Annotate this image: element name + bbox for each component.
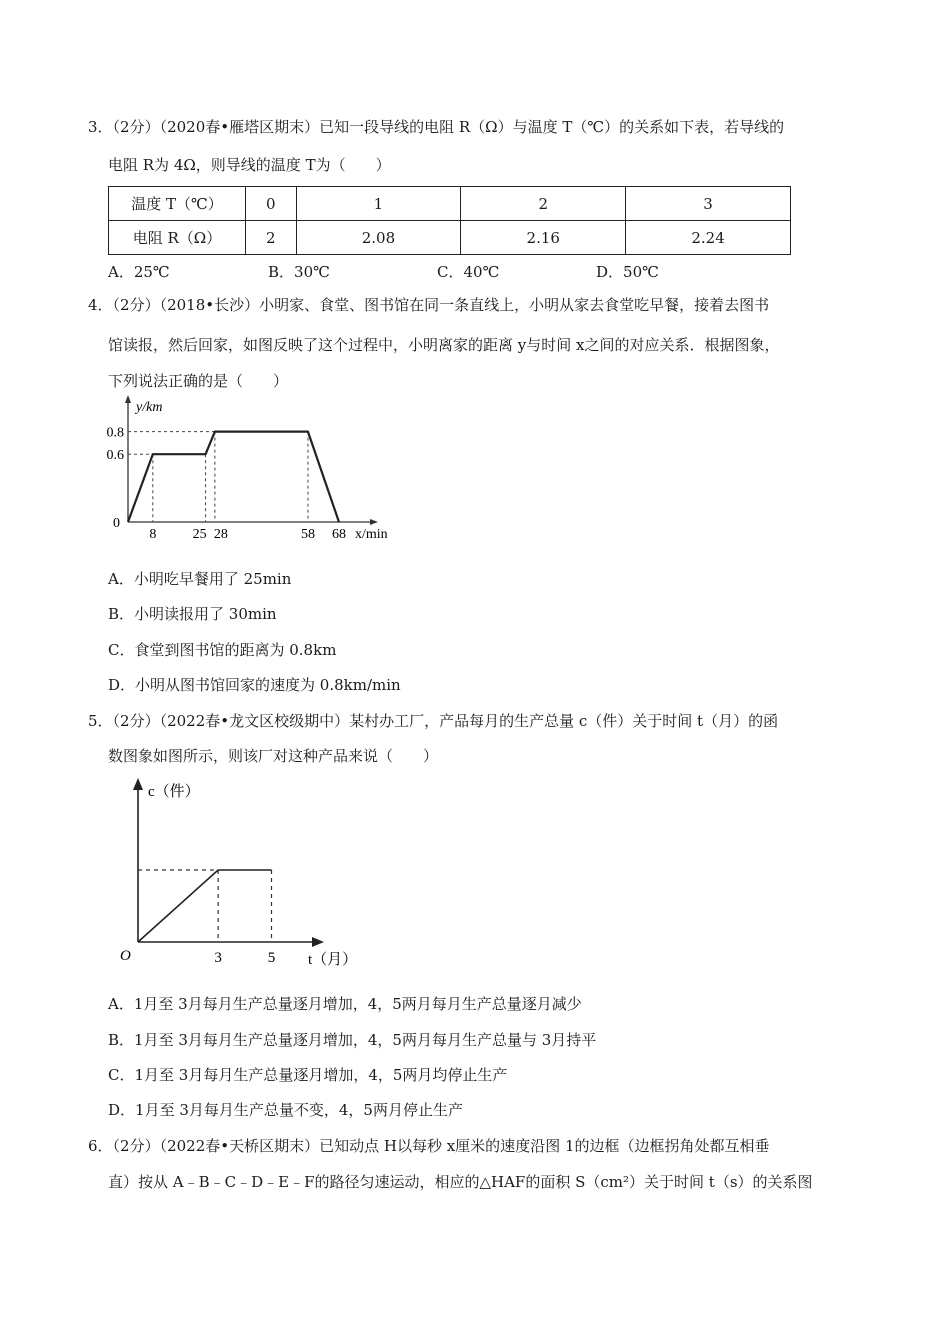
y-tick-label: 0.8 xyxy=(106,425,124,441)
table-row xyxy=(109,221,791,255)
q4-option-d[interactable]: D．小明从图书馆回家的速度为 0.8km/min xyxy=(108,676,401,694)
x-tick-label: 28 xyxy=(213,527,228,542)
y-axis-arrow xyxy=(133,778,143,790)
table-head-resistance: 电阻 R（Ω） xyxy=(109,221,246,255)
series-rising-segment xyxy=(138,870,218,942)
q6-stem-line1: 6．（2分）（2022春•天桥区期末）已知动点 H以每秒 x厘米的速度沿图 1的边框（边框拐角处都互相垂 xyxy=(88,1137,770,1155)
series-line xyxy=(128,432,339,522)
x-tick-label: 3 xyxy=(214,950,222,966)
q5-stem-line2: 数图象如图所示，则该厂对这种产品来说（ ） xyxy=(108,747,439,765)
q5-option-b[interactable]: B．1月至 3月每月生产总量逐月增加，4，5两月每月生产总量与 3月持平 xyxy=(108,1031,597,1049)
origin-label: O xyxy=(120,948,131,964)
q4-stem-line2: 馆读报，然后回家，如图反映了这个过程中，小明离家的距离 y与时间 x之间的对应关系．根据图象， xyxy=(108,336,780,354)
x-axis-arrow xyxy=(370,519,378,525)
q3-option-a[interactable]: A．25℃ xyxy=(108,263,170,281)
q3-stem-line1: 3．（2分）（2020春•雁塔区期末）已知一段导线的电阻 R（Ω）与温度 T（℃）的关系如下表，若导线的 xyxy=(88,118,785,136)
table-cell: 2.16 xyxy=(461,221,626,255)
table-cell: 2 xyxy=(461,187,626,221)
q4-option-a[interactable]: A．小明吃早餐用了 25min xyxy=(108,570,292,588)
table-cell: 0 xyxy=(246,187,297,221)
y-axis-arrow xyxy=(125,395,131,403)
x-tick-label: 8 xyxy=(149,527,157,542)
q5-option-d[interactable]: D．1月至 3月每月生产总量不变，4，5两月停止生产 xyxy=(108,1101,463,1119)
table-cell: 3 xyxy=(626,187,791,221)
x-tick-label: 58 xyxy=(300,527,315,542)
q5-stem-line1: 5．（2分）（2022春•龙文区校级期中）某村办工厂，产品每月的生产总量 c（件）关于时间 t（月）的函 xyxy=(88,712,779,730)
q4-option-c[interactable]: C．食堂到图书馆的距离为 0.8km xyxy=(108,641,337,659)
y-axis-label: c（件） xyxy=(148,784,200,800)
x-axis-arrow xyxy=(312,937,324,947)
q6-stem-line2: 直）按从 A﹣B﹣C﹣D﹣E﹣F的路径匀速运动，相应的△HAF的面积 S（cm²）关于时间 t（s）的关系图 xyxy=(108,1173,813,1191)
table-cell: 2.08 xyxy=(296,221,461,255)
x-axis-label: x/min xyxy=(355,527,388,542)
origin-label: 0 xyxy=(113,516,120,531)
x-axis-label: t（月） xyxy=(308,952,358,968)
q4-stem-line3: 下列说法正确的是（ ） xyxy=(108,372,289,390)
x-tick-label: 25 xyxy=(192,527,207,542)
table-head-temperature: 温度 T（℃） xyxy=(109,187,246,221)
q3-option-c[interactable]: C．40℃ xyxy=(437,263,500,281)
distance-time-chart xyxy=(100,395,410,545)
table-cell: 2 xyxy=(246,221,297,255)
q4-option-b[interactable]: B．小明读报用了 30min xyxy=(108,605,277,623)
table-cell: 2.24 xyxy=(626,221,791,255)
q3-stem-line2: 电阻 R为 4Ω，则导线的温度 T为（ ） xyxy=(108,156,391,174)
q4-stem-line1: 4．（2分）（2018•长沙）小明家、食堂、图书馆在同一条直线上，小明从家去食堂吃早餐，接着去图书 xyxy=(88,296,770,314)
table-cell: 1 xyxy=(296,187,461,221)
x-tick-label: 5 xyxy=(267,950,276,966)
q5-option-c[interactable]: C．1月至 3月每月生产总量逐月增加，4，5两月均停止生产 xyxy=(108,1066,508,1084)
production-chart xyxy=(100,770,380,975)
q3-option-b[interactable]: B．30℃ xyxy=(268,263,330,281)
x-tick-label: 68 xyxy=(331,527,346,542)
table-row xyxy=(109,187,791,221)
y-tick-label: 0.6 xyxy=(106,448,124,464)
q3-option-d[interactable]: D．50℃ xyxy=(596,263,659,281)
y-axis-label: y/km xyxy=(136,400,163,415)
temperature-resistance-table xyxy=(108,186,791,255)
q5-option-a[interactable]: A．1月至 3月每月生产总量逐月增加，4，5两月每月生产总量逐月减少 xyxy=(108,995,582,1013)
